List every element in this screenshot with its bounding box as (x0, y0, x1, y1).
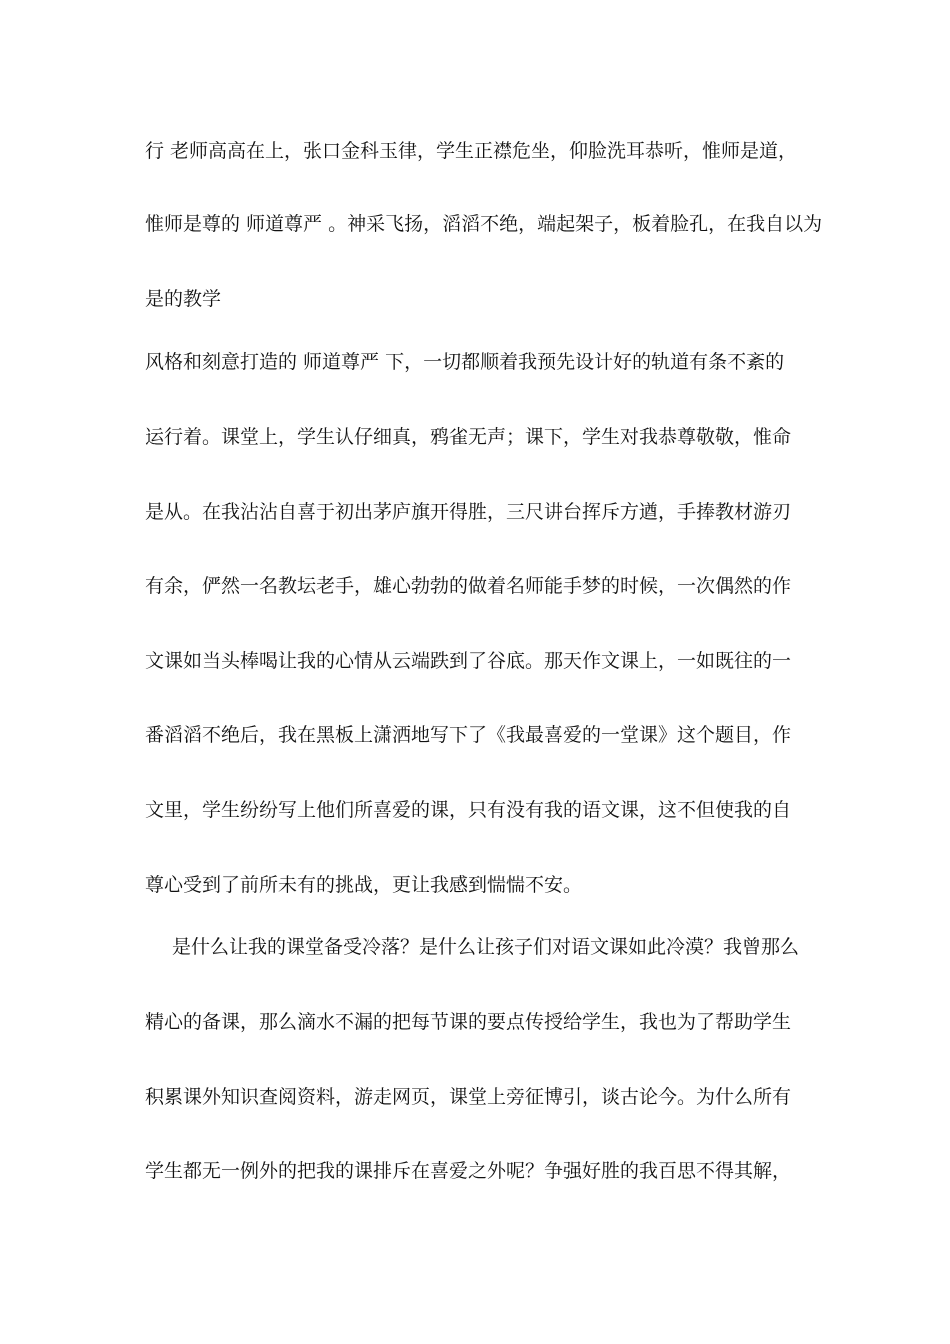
text-line: 行 老师高高在上，张口金科玉律，学生正襟危坐，仰脸洗耳恭听，惟师是道， (145, 140, 798, 162)
text-line: 是从。在我沾沾自喜于初出茅庐旗开得胜，三尺讲台挥斥方遒，手捧教材游刃 (145, 501, 792, 523)
paragraph-first-line: 是什么让我的课堂备受冷落？是什么让孩子们对语文课如此冷漠？我曾那么 (172, 936, 800, 958)
text-line: 是的教学 (145, 288, 222, 310)
text-line: 学生都无一例外的把我的课排斥在喜爱之外呢？争强好胜的我百思不得其解， (145, 1160, 792, 1182)
text-line: 番滔滔不绝后，我在黑板上潇洒地写下了《我最喜爱的一堂课》这个题目，作 (145, 724, 792, 746)
text-line: 积累课外知识查阅资料，游走网页，课堂上旁征博引，谈古论今。为什么所有 (145, 1086, 792, 1108)
text-line: 文里，学生纷纷写上他们所喜爱的课，只有没有我的语文课，这不但使我的自 (145, 799, 792, 821)
text-line: 尊心受到了前所未有的挑战，更让我感到惴惴不安。 (145, 874, 583, 896)
text-line: 风格和刻意打造的 师道尊严 下，一切都顺着我预先设计好的轨道有条不紊的 (145, 351, 785, 373)
text-line: 文课如当头棒喝让我的心情从云端跌到了谷底。那天作文课上，一如既往的一 (145, 650, 792, 672)
text-line: 精心的备课，那么滴水不漏的把每节课的要点传授给学生，我也为了帮助学生 (145, 1011, 792, 1033)
text-line: 有余，俨然一名教坛老手，雄心勃勃的做着名师能手梦的时候，一次偶然的作 (145, 575, 792, 597)
text-line: 运行着。课堂上，学生认仔细真，鸦雀无声；课下，学生对我恭尊敬敬，惟命 (145, 426, 792, 448)
text-line: 惟师是尊的 师道尊严 。神采飞扬，滔滔不绝，端起架子，板着脸孔，在我自以为 (145, 213, 823, 235)
